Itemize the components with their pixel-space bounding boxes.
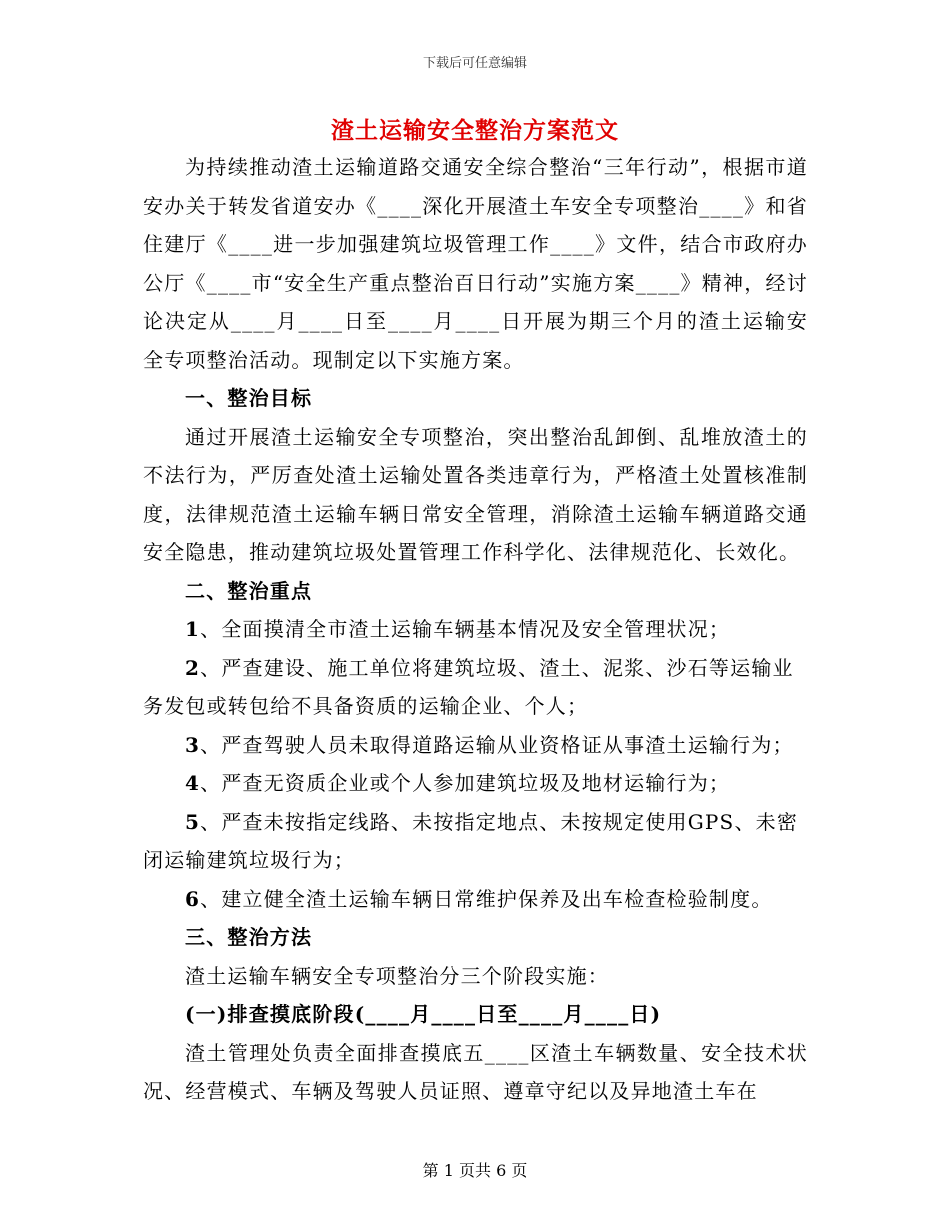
list-item-text: 、严查驾驶人员未取得道路运输从业资格证从事渣土运输行为； <box>200 732 794 757</box>
list-item-text: 、全面摸清全市渣土运输车辆基本情况及安全管理状况； <box>200 617 731 641</box>
page-header: 下载后可任意编辑 <box>422 56 527 71</box>
page-footer: 第 1 页共 6 页 <box>422 1161 528 1180</box>
list-item-text: 、严查建设、施工单位将建筑垃圾、渣土、泥浆、沙石等运输业务发包或转包给不具备资质的运输企业、个人； <box>143 655 794 718</box>
goals-paragraph: 通过开展渣土运输安全专项整治，突出整治乱卸倒、乱堆放渣土的不法行为，严厉查处渣土运输处置各类违章行为，严格渣土处置核准制度，法律规范渣土运输车辆日常安全管理，消除渣土运输车辆道路交通安全隐患，推动建筑垃圾处置管理工作科学化、法律规范化、长效化。 <box>143 424 808 564</box>
list-item <box>143 803 808 880</box>
list-item <box>143 764 808 803</box>
list-item-text: 、建立健全渣土运输车辆日常维护保养及出车检查检验制度。 <box>200 886 773 911</box>
phase1-heading: (一)排查摸底阶段(____月____日至____月____日) <box>185 1002 662 1026</box>
list-item-text: 、严查无资质企业或个人参加建筑垃圾及地材运输行为； <box>200 771 731 795</box>
list-item-text: 、严查未按指定线路、未按指定地点、未按规定使用GPS、未密闭运输建筑垃圾行为； <box>143 809 799 872</box>
document-body <box>143 148 808 1111</box>
list-item <box>143 726 808 765</box>
methods-intro: 渣土运输车辆安全专项整治分三个阶段实施： <box>185 963 609 988</box>
list-item-number: 3 <box>185 732 201 757</box>
document-title: 渣土运输安全整治方案范文 <box>331 117 619 144</box>
list-item <box>143 649 808 726</box>
list-item <box>143 880 808 919</box>
list-item-number: 1 <box>185 617 201 641</box>
list-item-number: 4 <box>185 771 201 795</box>
phase1-paragraph: 渣土管理处负责全面排查摸底五____区渣土车辆数量、安全技术状况、经营模式、车辆及驾驶人员证照、遵章守纪以及异地渣土车在 <box>143 1040 808 1103</box>
list-item <box>143 610 808 649</box>
intro-paragraph: 为持续推动渣土运输道路交通安全综合整治“三年行动”，根据市道安办关于转发省道安办《____深化开展渣土车安全专项整治____》和省住建厅《____进一步加强建筑垃圾管理工作____》文件，结合市政府办公厅《____市“安全生产重点整治百日行动”实施方案____》精神，经讨论决定从____月____日至____月____日开展为期三个月的渣土运输安全专项整治活动。现制定以下实施方案。 <box>143 155 808 372</box>
section-heading-methods: 三、整治方法 <box>185 925 313 949</box>
list-item-number: 5 <box>185 809 201 834</box>
section-heading-focus: 二、整治重点 <box>185 578 313 603</box>
list-item-number: 6 <box>185 886 201 911</box>
list-item-number: 2 <box>185 655 201 680</box>
section-heading-goals: 一、整治目标 <box>185 386 313 410</box>
